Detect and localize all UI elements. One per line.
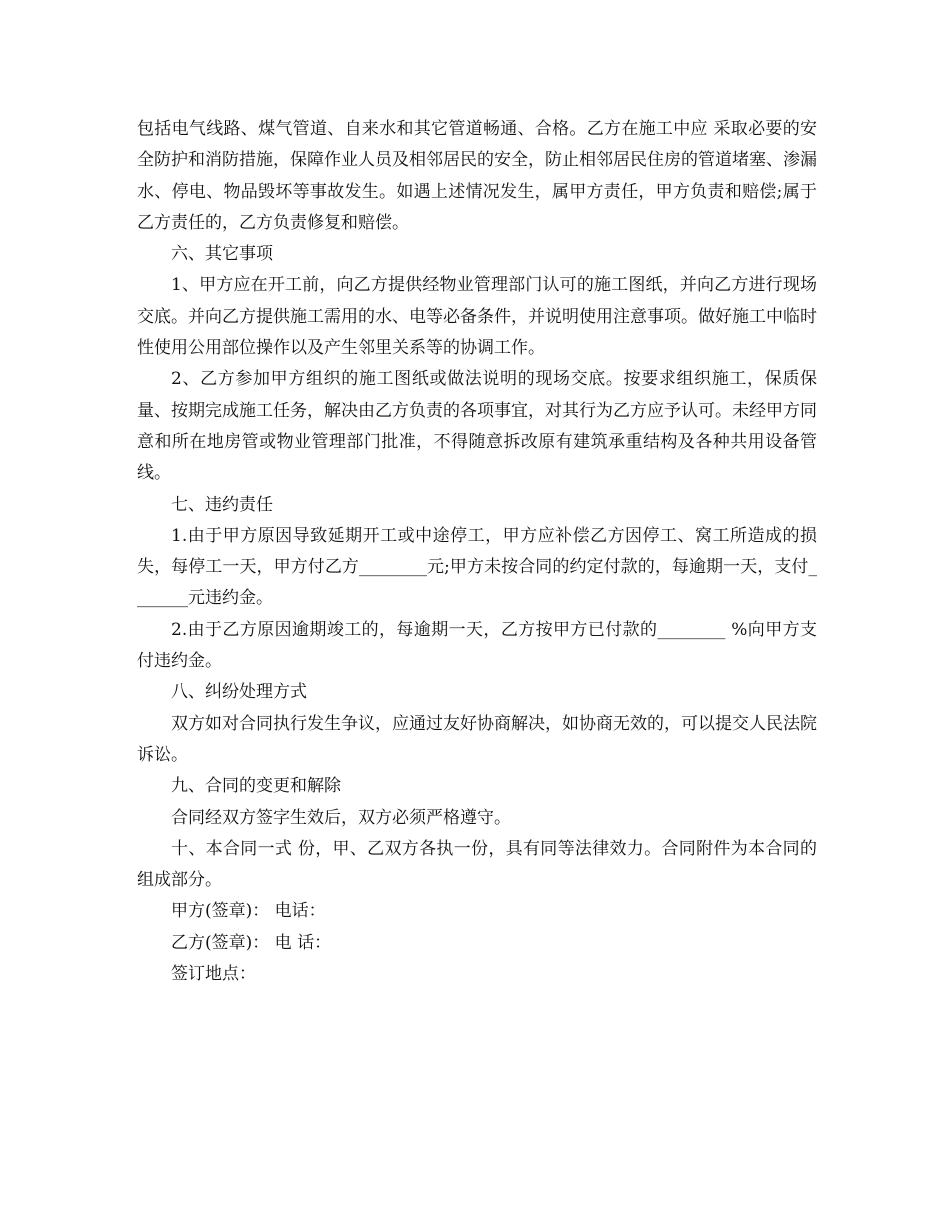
signing-location: 签订地点： [171,964,256,985]
paragraph-copies: 十、本合同一式 份，甲、乙双方各执一份，具有同等法律效力。合同附件为本合同的组成部分。 [137,838,817,891]
paragraph-amendment: 合同经双方签字生效后，双方必须严格遵守。 [171,807,511,828]
signature-party-b: 乙方(签章)： 电 话： [171,932,332,953]
paragraph-party-a-duties: 1、甲方应在开工前，向乙方提供经物业管理部门认可的施工图纸，并向乙方进行现场交底。并向乙方提供施工需用的水、电等必备条件，并说明使用注意事项。做好施工中临时性使用公用部位操作以及产生邻里关系等的协调工作。 [137,275,817,359]
heading-breach-liability: 七、违约责任 [171,494,273,515]
paragraph-party-b-duties: 2、乙方参加甲方组织的施工图纸或做法说明的现场交底。按要求组织施工，保质保量、按期完成施工任务，解决由乙方负责的各项事宜，对其行为乙方应予认可。未经甲方同意和所在地房管或物业管理部门批准，不得随意拆改原有建筑承重结构及各种共用设备管线。 [137,369,817,484]
heading-other-matters: 六、其它事项 [171,244,273,265]
paragraph-dispute-resolution: 双方如对合同执行发生争议，应通过友好协商解决，如协商无效的，可以提交人民法院诉讼。 [137,713,817,765]
contract-body [137,114,817,990]
heading-amendment-termination: 九、合同的变更和解除 [171,776,341,797]
paragraph-safety-continuation: 包括电气线路、煤气管道、自来水和其它管道畅通、合格。乙方在施工中应 采取必要的安全防护和消防措施，保障作业人员及相邻居民的安全，防止相邻居民住房的管道堵塞、渗漏水、停电、物品毁坏等事故发生。如遇上述情况发生，属甲方责任，甲方负责和赔偿;属于乙方责任的，乙方负责修复和赔偿。 [137,119,817,233]
signature-party-a: 甲方(签章)： 电话： [171,901,326,922]
paragraph-party-a-breach: 1.由于甲方原因导致延期开工或中途停工，甲方应补偿乙方因停工、窝工所造成的损失，每停工一天，甲方付乙方________元;甲方未按合同的约定付款的，每逾期一天，支付_______元违约金。 [137,525,817,609]
paragraph-party-b-breach: 2.由于乙方原因逾期竣工的，每逾期一天，乙方按甲方已付款的________ %向甲方支付违约金。 [137,619,817,672]
heading-dispute-resolution: 八、纠纷处理方式 [171,682,307,703]
